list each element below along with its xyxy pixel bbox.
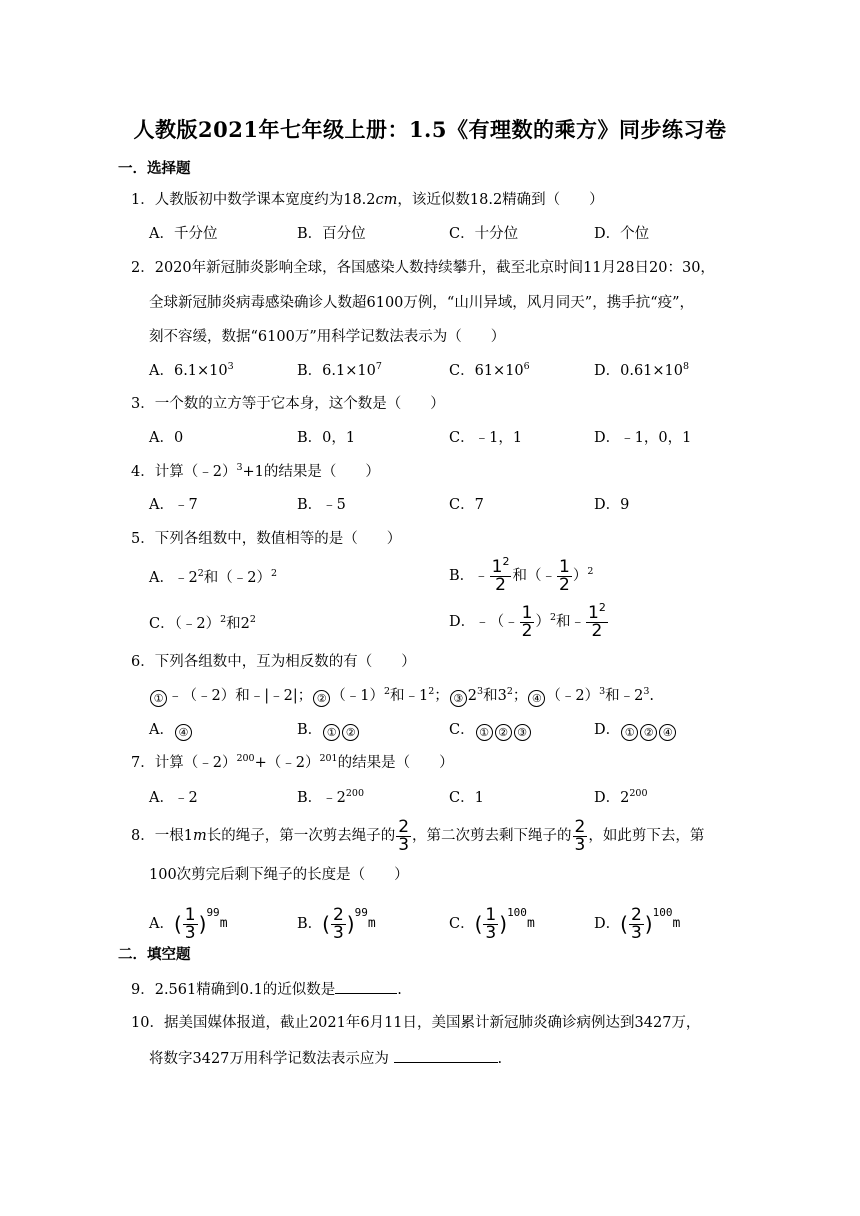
q10-stem-line1: 10．据美国媒体报道，截止2021年6月11日，美国累计新冠肺炎确诊病例达到3427万， (131, 1015, 701, 1031)
q2-option-c[interactable]: C．$61\times 10^6$ (449, 361, 530, 379)
q2-stem-line1: 2．2020年新冠肺炎影响全球，各国感染人数持续攀升，截至北京时间11月28日20：30， (131, 260, 715, 276)
q5-option-a[interactable]: A．$﹣2^2$和（﹣2）$^2$ (149, 568, 278, 586)
q4-stem: 4．计算（﹣2）$^3$+1的结果是（ ） (131, 462, 380, 480)
circled-number: ② (342, 724, 359, 741)
q7-option-b[interactable]: B．$﹣2^{200}$ (297, 788, 365, 806)
fraction: $\frac{1}{2}$ (558, 556, 570, 595)
fraction: $\frac{1^2}{2}$ (491, 554, 510, 595)
circled-number: ③ (450, 690, 467, 707)
fraction: $\frac{1}{2}$ (521, 602, 533, 641)
q5-option-c[interactable]: C．（﹣2）$^2$和$2^2$ (149, 614, 256, 632)
circled-number: ④ (659, 724, 676, 741)
q8-stem-line2: 100次剪完后剩下绳子的长度是（ ） (149, 867, 409, 883)
fraction: $\frac{1}{3}$ (184, 904, 196, 943)
fraction: $\frac{1^2}{2}$ (588, 600, 606, 641)
q6-option-d[interactable]: D． ① ② ④ (594, 720, 677, 741)
fraction: $\frac{2}{3}$ (398, 816, 410, 855)
q4-option-b[interactable]: B．﹣5 (297, 497, 346, 513)
q6-option-a[interactable]: A． ④ (149, 720, 193, 741)
q2-stem-line3: 刻不容缓，数据“6100万”用科学记数法表示为（ ） (149, 329, 506, 345)
q7-option-d[interactable]: D．$2^{200}$ (594, 788, 648, 806)
q2-option-b[interactable]: B．$6.1\times 10^7$ (297, 361, 382, 379)
q1-option-d[interactable]: D．个位 (594, 226, 650, 242)
q2-option-d[interactable]: D．$0.61\times 10^8$ (594, 361, 690, 379)
circled-number: ① (323, 724, 340, 741)
q3-option-c[interactable]: C．﹣1，1 (449, 430, 523, 446)
answer-blank[interactable] (335, 979, 397, 994)
q6-option-c[interactable]: C． ① ② ③ (449, 720, 532, 741)
circled-number: ③ (514, 724, 531, 741)
q6-items: ① ﹣（﹣2）和﹣|﹣2|； ② （﹣1）$^2$和$﹣1^2$； ③ $2^3$和$3^2$； ④ （﹣2）$^3$和$﹣2^3$. (149, 686, 654, 707)
q6-stem: 6．下列各组数中，互为相反数的有（ ） (131, 654, 416, 670)
q1-option-c[interactable]: C．十分位 (449, 226, 519, 242)
q8-option-c[interactable]: C．( $\frac{1}{3}$ )$^{100}$m (449, 904, 535, 943)
q8-option-a[interactable]: A．( $\frac{1}{3}$ )$^{99}$m (149, 904, 228, 943)
circled-number: ② (495, 724, 512, 741)
fraction: $\frac{1}{3}$ (485, 904, 497, 943)
q6-option-b[interactable]: B． ① ② (297, 720, 360, 741)
fraction: $\frac{2}{3}$ (574, 816, 586, 855)
q5-stem: 5．下列各组数中，数值相等的是（ ） (131, 531, 402, 547)
q7-option-a[interactable]: A．﹣2 (149, 790, 198, 806)
q8-option-d[interactable]: D．( $\frac{2}{3}$ )$^{100}$m (594, 904, 681, 943)
circled-number: ① (621, 724, 638, 741)
q9-stem: 9．2.561精确到0.1的近似数是 . (131, 979, 402, 1000)
q3-option-d[interactable]: D．﹣1，0，1 (594, 430, 692, 446)
section-fill-in: 二．填空题 (118, 946, 191, 963)
q7-stem: 7．计算（﹣2）$^{200}$+（﹣2）$^{201}$的结果是（ ） (131, 753, 454, 771)
q1-stem: 1．人教版初中数学课本宽度约为18.2cm，该近似数18.2精确到（ ） (131, 192, 604, 208)
q8-stem-line1: 8．一根1m长的绳子，第一次剪去绳子的 $\frac{2}{3}$ ，第二次剪去剩下绳子的 $\frac{2}{3}$ ，如此剪下去，第 (131, 816, 705, 855)
page-title: 人教版2021年七年级上册：1.5《有理数的乘方》同步练习卷 (133, 117, 727, 142)
q1-option-b[interactable]: B．百分位 (297, 226, 366, 242)
q4-option-a[interactable]: A．﹣7 (149, 497, 198, 513)
circled-number: ④ (175, 724, 192, 741)
answer-blank[interactable] (394, 1048, 498, 1063)
q8-option-b[interactable]: B．( $\frac{2}{3}$ )$^{99}$m (297, 904, 376, 943)
fraction: $\frac{2}{3}$ (630, 904, 642, 943)
circled-number: ① (476, 724, 493, 741)
q2-stem-line2: 全球新冠肺炎病毒感染确诊人数超6100万例，“山川异域，风月同天”，携手抗“疫”， (149, 295, 695, 311)
q10-stem-line2: 将数字3427万用科学记数法表示应为 . (149, 1048, 502, 1069)
q3-option-b[interactable]: B．0，1 (297, 430, 356, 446)
q3-stem: 3．一个数的立方等于它本身，这个数是（ ） (131, 396, 445, 412)
circled-number: ① (150, 690, 167, 707)
circled-number: ② (640, 724, 657, 741)
q1-option-a[interactable]: A．千分位 (149, 226, 218, 242)
q7-option-c[interactable]: C．1 (449, 790, 484, 806)
circled-number: ④ (528, 690, 545, 707)
q4-option-d[interactable]: D．9 (594, 497, 630, 513)
circled-number: ② (313, 690, 330, 707)
section-choice: 一．选择题 (118, 160, 191, 177)
q5-option-d[interactable]: D．﹣（﹣ $\frac{1}{2}$ ）$^2$和﹣ $\frac{1^2}{2}$ (449, 600, 606, 641)
q5-option-b[interactable]: B．﹣ $\frac{1^2}{2}$ 和（﹣ $\frac{1}{2}$ ）$^2$ (449, 554, 594, 595)
q2-option-a[interactable]: A．$6.1\times 10^3$ (149, 361, 234, 379)
fraction: $\frac{2}{3}$ (332, 904, 344, 943)
q4-option-c[interactable]: C．7 (449, 497, 484, 513)
q3-option-a[interactable]: A．0 (149, 430, 184, 446)
